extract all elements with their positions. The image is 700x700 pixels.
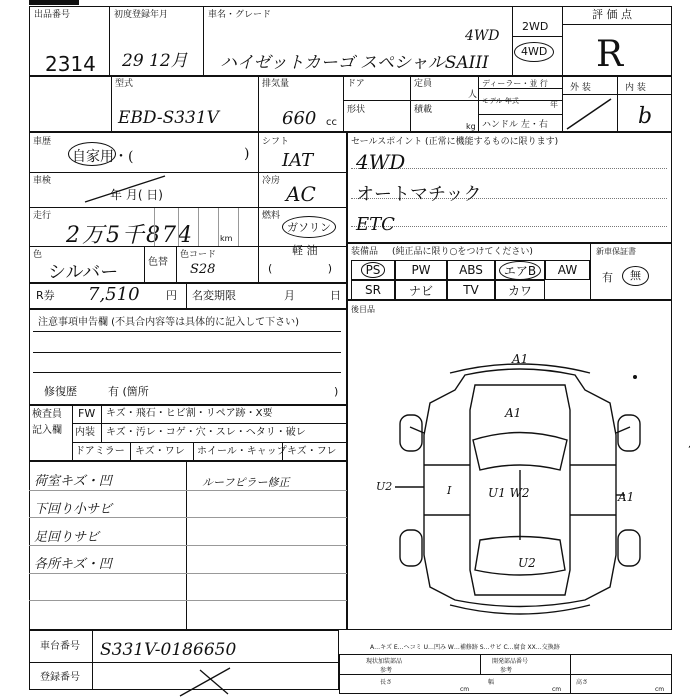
history-value: 自家用・( xyxy=(72,149,134,165)
equip-tv xyxy=(447,280,495,300)
new-warranty-label: 新車保証書 xyxy=(596,247,636,256)
shift-value: IAT xyxy=(282,150,314,171)
cool-label: 冷房 xyxy=(262,176,281,186)
top-strip xyxy=(29,0,79,5)
door-text: キズ・ワレ xyxy=(135,446,185,457)
wheel-label: ホイール・キャップ xyxy=(197,446,287,457)
fuel-value: ガソリン xyxy=(282,216,336,238)
equip-ps xyxy=(351,260,395,280)
displacement-value: 660 xyxy=(282,108,317,129)
capacity-label: 定員 xyxy=(414,79,433,89)
weight-unit: kg xyxy=(466,122,476,131)
history-close: ) xyxy=(244,146,250,162)
handle-label: ハンドル 左・右 xyxy=(482,120,548,130)
handnote-left-2: 下回り小サビ xyxy=(34,502,113,517)
door-label: ドア xyxy=(347,79,365,89)
equip-tv-label: TV xyxy=(463,283,479,297)
int-text: キズ・汚レ・コゲ・穴・スレ・ヘタリ・破レ xyxy=(106,427,306,438)
equip-navi xyxy=(395,280,447,300)
int-label: 内 装 xyxy=(625,83,646,93)
expiry-month: 月 xyxy=(284,289,295,302)
recycle-label: R券 xyxy=(36,289,55,302)
model-year-label: モデル 年式 xyxy=(482,97,519,105)
bottom-c2: 開発部品番号 xyxy=(492,658,529,665)
capacity-unit: 人 xyxy=(468,90,478,100)
equip-ps-label: PS xyxy=(361,262,386,278)
shape-label: 形状 xyxy=(347,105,366,115)
repair-value: 有 (箇所 xyxy=(108,385,149,398)
equip-pw xyxy=(395,260,447,280)
mileage-value: 2万5千874 xyxy=(66,223,194,248)
score-value: R xyxy=(596,34,624,75)
shift-label: シフト xyxy=(262,137,290,147)
color-value: シルバー xyxy=(48,262,119,283)
edge-mark: , xyxy=(688,440,691,450)
model-label: 車名・グレード xyxy=(208,10,272,20)
colorcode-value: S28 xyxy=(190,262,216,277)
repair-label: 修復歴 xyxy=(44,385,77,398)
ext-slash xyxy=(563,95,617,131)
inspect-cross xyxy=(80,172,170,208)
equip-abs xyxy=(447,260,495,280)
dealer-label: ディーラー・並 行 xyxy=(482,79,548,88)
int-value: b xyxy=(638,104,653,129)
history-label: 車歴 xyxy=(33,137,52,147)
colorcode-label: 色コード xyxy=(180,250,217,260)
bottom-ref2: 参考 xyxy=(500,667,513,674)
inspect-value: 年 月( 日) xyxy=(110,188,163,202)
inspect-label: 車検 xyxy=(33,176,52,186)
type-value: EBD-S331V xyxy=(118,108,219,128)
warranty-no: 無 xyxy=(622,266,649,286)
fw-text: キズ・飛石・ヒビ割・リペア跡・X要 xyxy=(106,408,273,419)
ext-label: 外 装 xyxy=(570,83,591,93)
sales-item-1: 4WD xyxy=(356,150,406,174)
first-reg-label: 初度登録年月 xyxy=(114,10,169,20)
equip-navi-label: ナビ xyxy=(408,283,433,298)
wheel-text: キズ・フレ xyxy=(287,446,337,457)
diag-mark-7: I xyxy=(447,484,452,497)
inspector-label1: 検査員 xyxy=(32,409,62,420)
handnote-right-1: ルーフピラー修正 xyxy=(202,476,290,489)
fuel-paren: ( ) xyxy=(268,262,333,275)
model-extra: 4WD xyxy=(465,28,500,44)
door-label-ins: ドアミラー xyxy=(75,446,125,457)
legend: A…キズ E…ヘコミ U…凹み W…補修跡 S…サビ C…腐食 XX…交換跡 xyxy=(370,644,560,651)
sales-item-3: ETC xyxy=(356,214,395,235)
equipment-note: (純正品に限り○をつけてください) xyxy=(392,247,533,257)
bottom-c1: 現状加装部品 xyxy=(366,658,403,665)
mileage-label: 走行 xyxy=(33,211,52,221)
int-label-ins: 内装 xyxy=(75,427,95,438)
bottom-width: 幅 xyxy=(488,679,495,686)
reg-cross xyxy=(170,664,250,698)
notes-label: 注意事項申告欄 (不具合内容等は具体的に記入して下さい) xyxy=(38,317,299,328)
bottom-ref1: 参考 xyxy=(380,667,393,674)
cool-value: AC xyxy=(286,182,316,206)
equip-sr xyxy=(351,280,395,300)
history-circle xyxy=(68,142,116,166)
sales-item-2: オートマチック xyxy=(356,184,482,205)
equip-airbag-label: エアB xyxy=(499,261,541,280)
model-value: ハイゼットカーゴ スペシャルSAIII xyxy=(220,53,489,73)
equipment-label: 装備品 xyxy=(351,247,379,257)
chassis-value: S331V-0186650 xyxy=(100,640,237,660)
equip-leather-label: カワ xyxy=(507,283,532,298)
fw-label: FW xyxy=(78,407,96,420)
handnote-left-3: 足回りサビ xyxy=(34,530,100,545)
bottom-len: 長さ xyxy=(380,679,393,686)
equip-aw xyxy=(545,260,590,280)
warranty-yes: 有 xyxy=(602,271,613,284)
first-reg-value: 29 12月 xyxy=(122,51,188,71)
diag-mark-1: A1 xyxy=(512,352,529,366)
handnote-left-1: 荷室キズ・凹 xyxy=(34,474,112,489)
handnote-left-4: 各所キズ・凹 xyxy=(34,557,112,572)
displacement-unit: cc xyxy=(326,117,337,128)
expiry-label: 名変期限 xyxy=(192,289,236,302)
mileage-unit: km xyxy=(220,234,233,243)
diag-mark-5: A1 xyxy=(618,490,635,504)
diag-mark-4: U1 W2 xyxy=(488,486,530,500)
reg-label: 登録番号 xyxy=(40,672,80,683)
diag-mark-3: U2 xyxy=(376,480,393,493)
drive-2wd: 2WD xyxy=(522,20,549,33)
displacement-label: 排気量 xyxy=(262,79,290,89)
drive-4wd: 4WD xyxy=(514,42,554,62)
color-label: 色 xyxy=(33,250,43,260)
bottom-cm1: cm xyxy=(460,686,470,693)
equip-airbag xyxy=(495,260,545,280)
bottom-cm2: cm xyxy=(552,686,562,693)
equip-pw-label: PW xyxy=(411,263,431,277)
score-label: 評 価 点 xyxy=(592,8,632,21)
model-year-unit: 年 xyxy=(550,100,558,109)
equip-abs-label: ABS xyxy=(459,263,483,277)
bottom-cm3: cm xyxy=(655,686,665,693)
equip-aw-label: AW xyxy=(557,263,578,277)
repair-close: ) xyxy=(334,385,339,398)
recycle-row xyxy=(29,283,347,309)
expiry-day: 日 xyxy=(330,289,341,302)
repaint-label: 色替 xyxy=(148,257,168,268)
diag-mark-6: U2 xyxy=(518,556,536,570)
diag-mark-2: A1 xyxy=(505,406,522,420)
postfit-label: 後目品 xyxy=(351,305,375,314)
lot-value: 2314 xyxy=(45,52,96,76)
inspector-label2: 記入欄 xyxy=(32,425,62,436)
type-label: 型式 xyxy=(115,79,134,89)
weight-label: 積載 xyxy=(414,105,433,115)
fuel-label: 燃料 xyxy=(262,211,281,221)
chassis-label: 車台番号 xyxy=(40,641,80,652)
equip-leather xyxy=(495,280,545,300)
recycle-unit: 円 xyxy=(166,289,177,302)
equip-sr-label: SR xyxy=(365,283,381,297)
recycle-value: 7,510 xyxy=(88,284,140,305)
bottom-height: 高さ xyxy=(576,679,589,686)
lot-label: 出品番号 xyxy=(34,10,71,20)
fuel-sub: 軽 油 xyxy=(292,244,318,257)
sales-label: セールスポイント (正常に機能するものに限ります) xyxy=(351,137,559,147)
